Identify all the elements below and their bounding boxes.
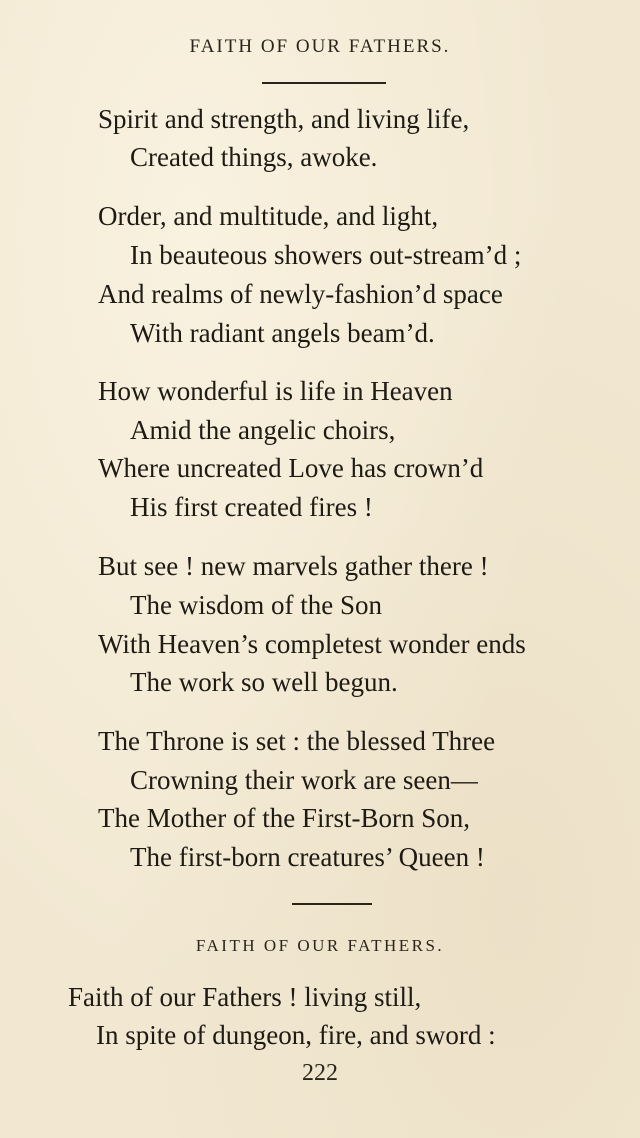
poem-line: His first created fires ! xyxy=(130,492,373,522)
poem-line: With radiant angels beam’d. xyxy=(130,318,435,348)
section-title: FAITH OF OUR FATHERS. xyxy=(195,936,445,955)
poem-line: In spite of dungeon, fire, and sword : xyxy=(96,1020,496,1050)
poem-line: Crowning their work are seen— xyxy=(130,765,478,795)
poem-line: The first-born creatures’ Queen ! xyxy=(130,842,485,872)
poem-line: Spirit and strength, and living life, xyxy=(98,104,470,134)
poem-line: The Throne is set : the blessed Three xyxy=(98,726,496,756)
poem-line: The Mother of the First-Born Son, xyxy=(98,803,470,833)
header-rule xyxy=(262,82,386,84)
running-head: FAITH OF OUR FATHERS. xyxy=(189,36,451,57)
poem-line: The work so well begun. xyxy=(130,667,398,697)
poem-line: With Heaven’s completest wonder ends xyxy=(98,629,526,659)
poem-line: In beauteous showers out-stream’d ; xyxy=(130,240,522,270)
poem-line: Order, and multitude, and light, xyxy=(98,201,439,231)
poem-line: Where uncreated Love has crown’d xyxy=(98,453,484,483)
poem-line: Amid the angelic choirs, xyxy=(130,415,396,445)
poem-line: And realms of newly-fashion’d space xyxy=(98,279,503,309)
poem-line: But see ! new marvels gather there ! xyxy=(98,551,489,581)
section-rule xyxy=(292,903,372,905)
poem-line: Faith of our Fathers ! living still, xyxy=(68,982,422,1012)
page-number: 222 xyxy=(302,1060,338,1086)
poem-line: How wonderful is life in Heaven xyxy=(98,376,453,406)
poem-line: The wisdom of the Son xyxy=(130,590,382,620)
poem-line: Created things, awoke. xyxy=(130,142,378,172)
